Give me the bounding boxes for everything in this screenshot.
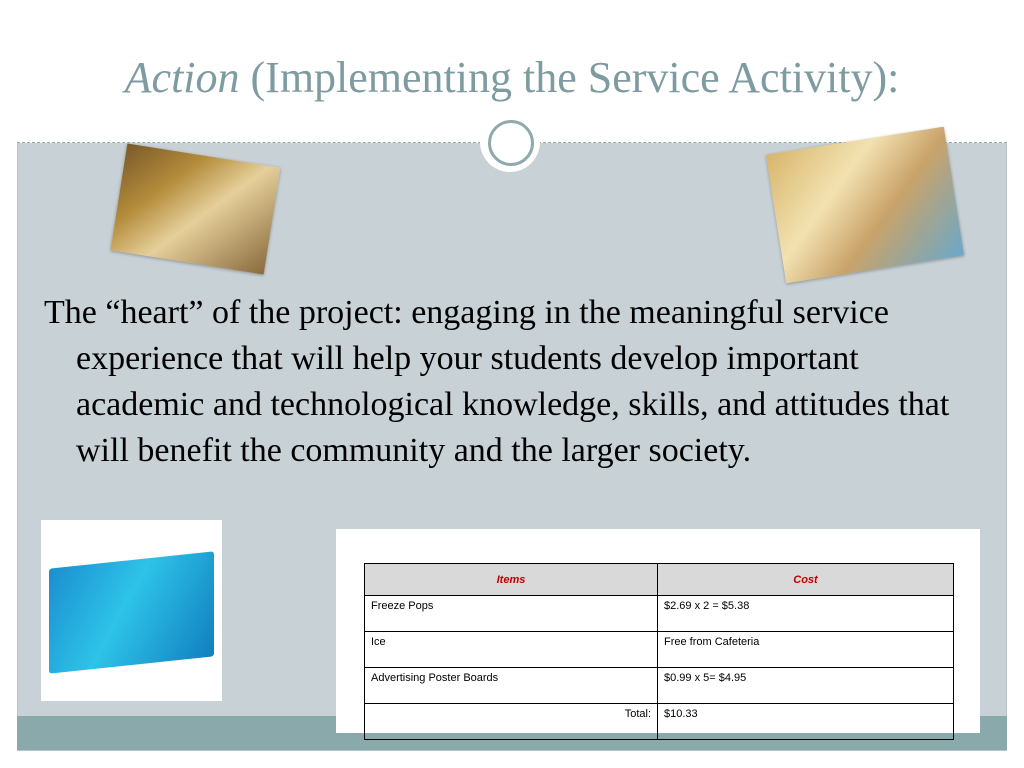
body-paragraph: The “heart” of the project: engaging in the meaningful service experience that will help your students develop important academic and technological knowledge, skills, and attitudes that will benefit the community and the larger society. <box>44 294 950 469</box>
table-header-row <box>365 564 954 596</box>
cell-item: Ice <box>365 632 658 668</box>
pop-ice-product-image <box>41 520 222 701</box>
cell-total-label: Total: <box>365 704 658 740</box>
cell-cost: $0.99 x 5= $4.95 <box>658 668 954 704</box>
table-row <box>365 596 954 632</box>
cost-table-card <box>336 529 980 733</box>
cell-total-value: $10.33 <box>658 704 954 740</box>
cost-table <box>364 563 954 740</box>
pop-ice-box <box>49 551 214 673</box>
title-rest: (Implementing the Service Activity): <box>239 53 900 102</box>
table-row <box>365 632 954 668</box>
table-total-row <box>365 704 954 740</box>
body-text-block <box>44 290 984 474</box>
title-italic: Action <box>124 53 240 102</box>
ring-ornament-inner <box>488 120 534 166</box>
photo-girls-with-freeze-pops <box>766 127 964 284</box>
header-items: Items <box>365 564 658 596</box>
table-row <box>365 668 954 704</box>
cell-item: Advertising Poster Boards <box>365 668 658 704</box>
header-cost: Cost <box>658 564 954 596</box>
cell-cost: Free from Cafeteria <box>658 632 954 668</box>
cell-cost: $2.69 x 2 = $5.38 <box>658 596 954 632</box>
cell-item: Freeze Pops <box>365 596 658 632</box>
slide-title <box>17 50 1007 106</box>
